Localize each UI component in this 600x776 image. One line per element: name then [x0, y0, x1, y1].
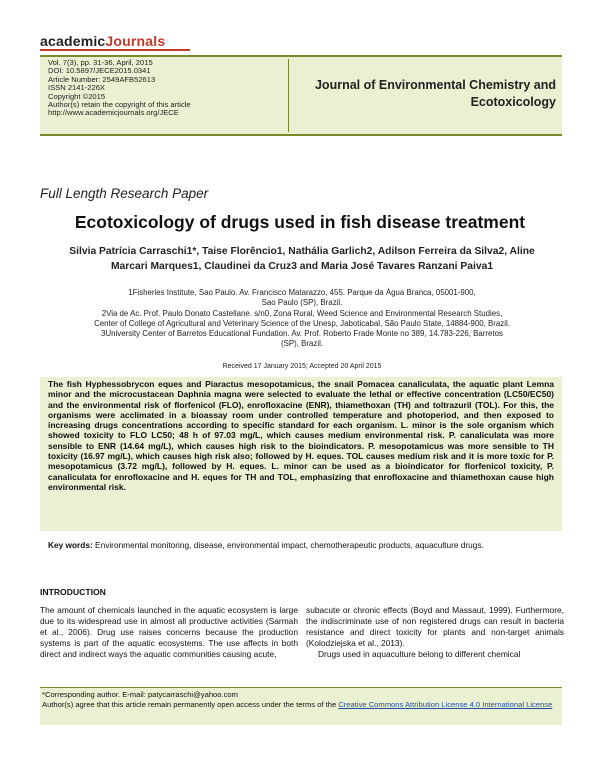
article-info-box [40, 55, 562, 136]
logo-part-academic: academic [40, 33, 106, 49]
affiliation-line: Sao Paulo (SP), Brazil. [261, 298, 343, 308]
meta-volume: Vol. 7(3), pp. 31-36, April, 2015 [48, 58, 153, 67]
intro-paragraph: subacute or chronic effects (Boyd and Massaut, 1999). Furthermore, the indiscriminate use of non registered drugs can result in bacteria resistance and direct toxicity for plants and non-target animals (Kolodziejska et al., 2013). [306, 605, 564, 648]
article-meta [48, 59, 191, 118]
keywords-label: Key words: [48, 540, 93, 550]
corresponding-author: *Corresponding author. E-mail: patycarraschi@yahoo.com [42, 690, 238, 699]
meta-issn: ISSN 2141-226X [48, 83, 105, 93]
affiliation-line: 2Via de Ac. Prof. Paulo Donato Castellane. s/n0, Zona Rural, Weed Science and Environmental Research Studies, [101, 308, 503, 318]
meta-url[interactable]: http://www.academicjournals.org/JECE [48, 108, 179, 118]
authors-line1: Silvia Patrícia Carraschi1*, Taise Florêncio1, Nathália Garlich2, Adilson Ferreira da Silva2, Aline [69, 246, 535, 257]
affiliations [40, 288, 564, 350]
section-heading-introduction: INTRODUCTION [40, 587, 106, 597]
license-note [42, 700, 562, 710]
body-column-right [306, 605, 564, 660]
meta-copyright: Copyright ©2015 [48, 91, 106, 101]
journal-title-line2: Ecotoxicology [470, 95, 556, 109]
affiliation-line: (SP), Brazil. [280, 339, 324, 349]
body-column-left [40, 605, 298, 660]
keywords-text: Environmental monitoring, disease, environmental impact, chemotherapeutic products, aquaculture drugs. [95, 540, 484, 550]
footer-notes [42, 690, 562, 711]
abstract-text: The fish Hyphessobrycon eques and Piaractus mesopotamicus, the snail Pomacea canaliculata, the aquatic plant Lemna minor and the microcustacean Daphnia magna were selected to evaluate the lethal or effective concentration (LC50/EC50) and the environmental risk of florfenicol (FLO), enrofloxacine (ENR), thiamethoxan (TH) and toltrazuril (TOL). For this, the organisms were acclimated in a bioassay room under controlled temperature and photoperiod, and then exposed to increasing drugs concentrations according to specific standard for each organism. L. minor is the sole organism which showed toxicity to FLO LC50; 48 h of 97.03 mg/L, which causes medium environmental risk. P. canaliculata was more sensible to ENR (14.64 mg/L), which causes high risk to the bioindicators. P. mesopotamicus was more sensible to TH toxicity (16.97 mg/L), which causes high risk also; followed by H. eques. TOL causes medium risk and it is more toxic for P. mesopotamicus (3.72 mg/L), followed by H. eques. L. minor can be used as a bioindicator for florfenicol toxicity, P. canaliculata for enrofloxacine and H. eques for TH and TOL, emphasizing that enrofloxacine and thiamethoxan cause high environmental risk. [48, 379, 554, 492]
affiliation-line: Center of College of Agricultural and Veterinary Science of the Unesp, Jaboticabal, São Paulo State, 14884-900, Brazil. [94, 318, 510, 328]
received-dates: Received 17 January 2015; Accepted 20 April 2015 [222, 363, 382, 370]
meta-rights: Author(s) retain the copyright of this article [48, 100, 191, 110]
journal-title [286, 77, 556, 111]
license-text: Author(s) agree that this article remain permanently open access under the terms of the [42, 700, 339, 710]
logo-underline [40, 49, 190, 51]
meta-article-number: Article Number: 2549AFB52613 [48, 74, 156, 84]
author-list [40, 244, 564, 274]
affiliation-line: 1Fisheries Institute, Sao Paulo. Av. Francisco Matarazzo, 455. Parque da Água Branca, 05001-900, [128, 288, 476, 297]
intro-paragraph: The amount of chemicals launched in the aquatic ecosystem is large due to its widespread use in almost all productive activities (Sarmah et al., 2006). Drug use raises concerns because the production systems is part of the aquatic ecosystems. The use affects in both direct and indirect ways the aquatic communities causing acute, [40, 605, 298, 659]
article-type: Full Length Research Paper [40, 186, 209, 201]
publisher-logo [40, 33, 165, 49]
affiliation-line: 3University Center of Barretos Educational Fundation. Av. Prof. Roberto Frade Monte no 389, 14.783-226, Barretos [101, 329, 503, 339]
paper-title: Ecotoxicology of drugs used in fish disease treatment [74, 212, 526, 232]
journal-title-line1: Journal of Environmental Chemistry and [314, 78, 556, 92]
authors-line2: Marcari Marques1, Claudinei da Cruz3 and Maria José Tavares Ranzani Paiva1 [110, 261, 494, 272]
license-link[interactable]: Creative Commons Attribution License 4.0 International License [338, 700, 553, 710]
meta-doi: DOI: 10.5897/JECE2015.0341 [48, 66, 151, 76]
logo-part-journals: Journals [105, 33, 166, 49]
keywords [48, 540, 554, 551]
intro-paragraph: Drugs used in aquaculture belong to different chemical [318, 649, 521, 659]
